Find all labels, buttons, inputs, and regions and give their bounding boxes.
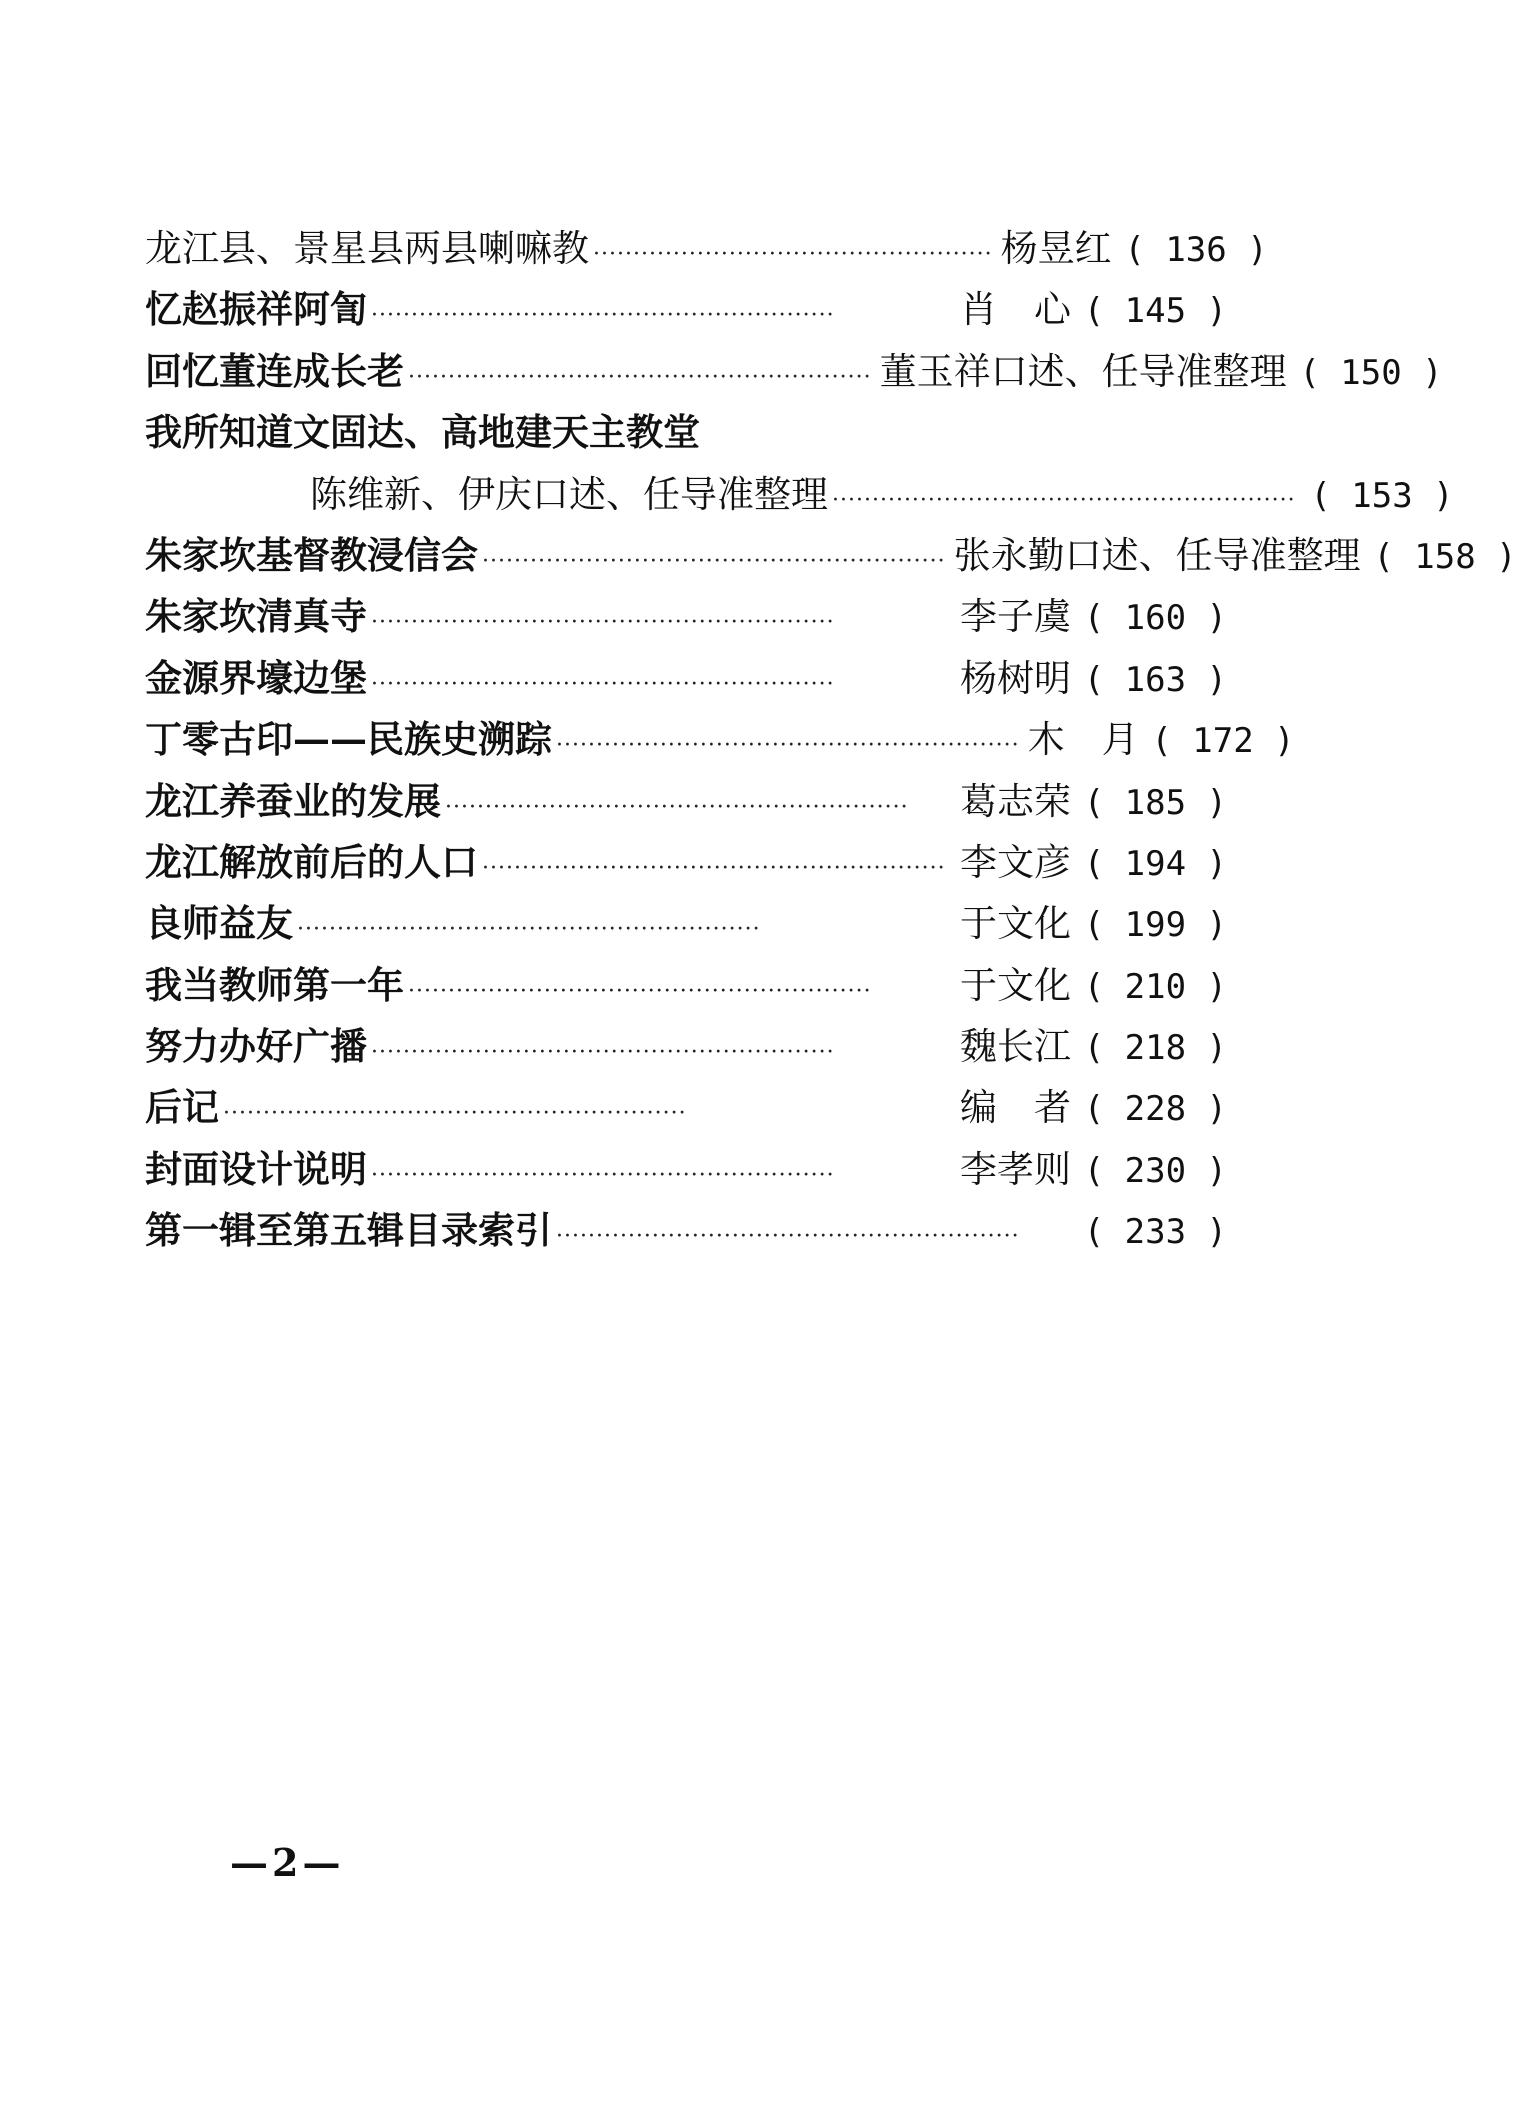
toc-title: 努力办好广播 — [145, 1024, 367, 1069]
toc-title: 第一辑至第五辑目录索引 — [145, 1208, 552, 1253]
toc-entry — [145, 648, 1227, 709]
toc-page: ( 136 ) — [1124, 230, 1268, 270]
leader-dots: ·························································· — [223, 1101, 687, 1127]
toc-entry — [145, 1016, 1227, 1077]
toc-author: 于文化 — [960, 963, 1071, 1007]
toc-author: 魏长江 — [960, 1025, 1071, 1069]
toc-page: ( 172 ) — [1151, 721, 1295, 762]
toc-entry — [145, 771, 1227, 832]
toc-page: ( 199 ) — [1083, 905, 1227, 946]
toc-title: 回忆董连成长老 — [145, 348, 404, 393]
page-number: —2— — [230, 1840, 345, 1885]
toc-title: 龙江解放前后的人口 — [145, 839, 478, 884]
toc-author: 杨树明 — [960, 656, 1071, 700]
toc-page: ( 230 ) — [1083, 1150, 1227, 1191]
toc-title: 我所知道文固达、高地建天主教堂 — [145, 410, 700, 455]
leader-dots: ·························································· — [482, 548, 946, 574]
toc-page: ( 233 ) — [1083, 1212, 1227, 1253]
toc-author: 编 者 — [960, 1086, 1071, 1130]
toc-page: ( 210 ) — [1083, 966, 1227, 1007]
toc-page: ( 150 ) — [1299, 352, 1443, 393]
toc-page: ( 163 ) — [1083, 659, 1227, 700]
toc-title: 朱家坎基督教浸信会 — [145, 532, 478, 577]
toc-author: 董玉祥口述、任导准整理 — [879, 349, 1287, 393]
toc-entry — [145, 893, 1227, 954]
leader-dots: ·························································· — [408, 364, 872, 390]
toc-page: ( 153 ) — [1310, 475, 1454, 516]
toc-entry — [145, 525, 1517, 586]
toc-title: 龙江养蚕业的发展 — [145, 778, 441, 823]
toc-author: 张永勤口述、任导准整理 — [953, 533, 1361, 577]
toc-entry — [145, 832, 1227, 893]
toc-page: ( 158 ) — [1373, 536, 1517, 577]
toc-entry — [145, 1077, 1227, 1138]
leader-dots: ·························································· — [371, 1040, 835, 1066]
toc-author: 李子虞 — [960, 595, 1071, 639]
leader-dots: ·························································· — [371, 303, 835, 329]
leader-dots: ·························································· — [556, 1224, 1020, 1250]
toc-page: ( 160 ) — [1083, 598, 1227, 639]
leader-dots: ·························································· — [371, 610, 835, 636]
toc-page: ( 218 ) — [1083, 1028, 1227, 1069]
toc-title: 后记 — [145, 1085, 219, 1130]
leader-dots: ·························································· — [556, 733, 1020, 759]
toc-title: 龙江县、景星县两县喇嘛教 — [145, 227, 589, 270]
toc-page: ( 194 ) — [1083, 843, 1227, 884]
toc-entry — [145, 1200, 1227, 1261]
leader-dots: ·················································· — [593, 242, 993, 267]
toc-entry — [145, 586, 1227, 647]
table-of-contents — [145, 218, 1517, 1262]
leader-dots: ·························································· — [297, 917, 761, 943]
toc-entry — [145, 341, 1443, 402]
toc-entry — [145, 279, 1227, 340]
leader-dots: ·························································· — [371, 1162, 835, 1188]
toc-title: 朱家坎清真寺 — [145, 594, 367, 639]
toc-author: 李孝则 — [960, 1147, 1071, 1191]
leader-dots: ·························································· — [482, 855, 946, 881]
toc-page: ( 185 ) — [1083, 782, 1227, 823]
leader-dots: ·························································· — [832, 487, 1296, 513]
toc-title: 良师益友 — [145, 901, 293, 946]
toc-entry — [145, 218, 1268, 279]
toc-page: ( 145 ) — [1083, 291, 1227, 332]
leader-dots: ·························································· — [445, 794, 909, 820]
toc-title: 金源界壕边堡 — [145, 655, 367, 700]
toc-author: 杨昱红 — [1000, 227, 1112, 270]
toc-author: 李文彦 — [960, 840, 1071, 884]
toc-entry — [145, 709, 1295, 770]
toc-author-line: 陈维新、伊庆口述、任导准整理 — [310, 472, 828, 516]
toc-author: 木 月 — [1027, 718, 1139, 762]
toc-entry — [145, 402, 1227, 463]
toc-page: ( 228 ) — [1083, 1089, 1227, 1130]
toc-entry-continuation — [145, 464, 1454, 525]
toc-title: 忆赵振祥阿訇 — [145, 287, 367, 332]
toc-entry — [145, 955, 1227, 1016]
toc-author: 葛志荣 — [960, 779, 1071, 823]
toc-entry — [145, 1139, 1227, 1200]
leader-dots: ·························································· — [371, 671, 835, 697]
toc-author: 于文化 — [960, 902, 1071, 946]
leader-dots: ·························································· — [408, 978, 872, 1004]
toc-title: 丁零古印——民族史溯踪 — [145, 717, 552, 762]
toc-title: 我当教师第一年 — [145, 962, 404, 1007]
toc-author: 肖 心 — [960, 288, 1071, 332]
toc-title: 封面设计说明 — [145, 1146, 367, 1191]
